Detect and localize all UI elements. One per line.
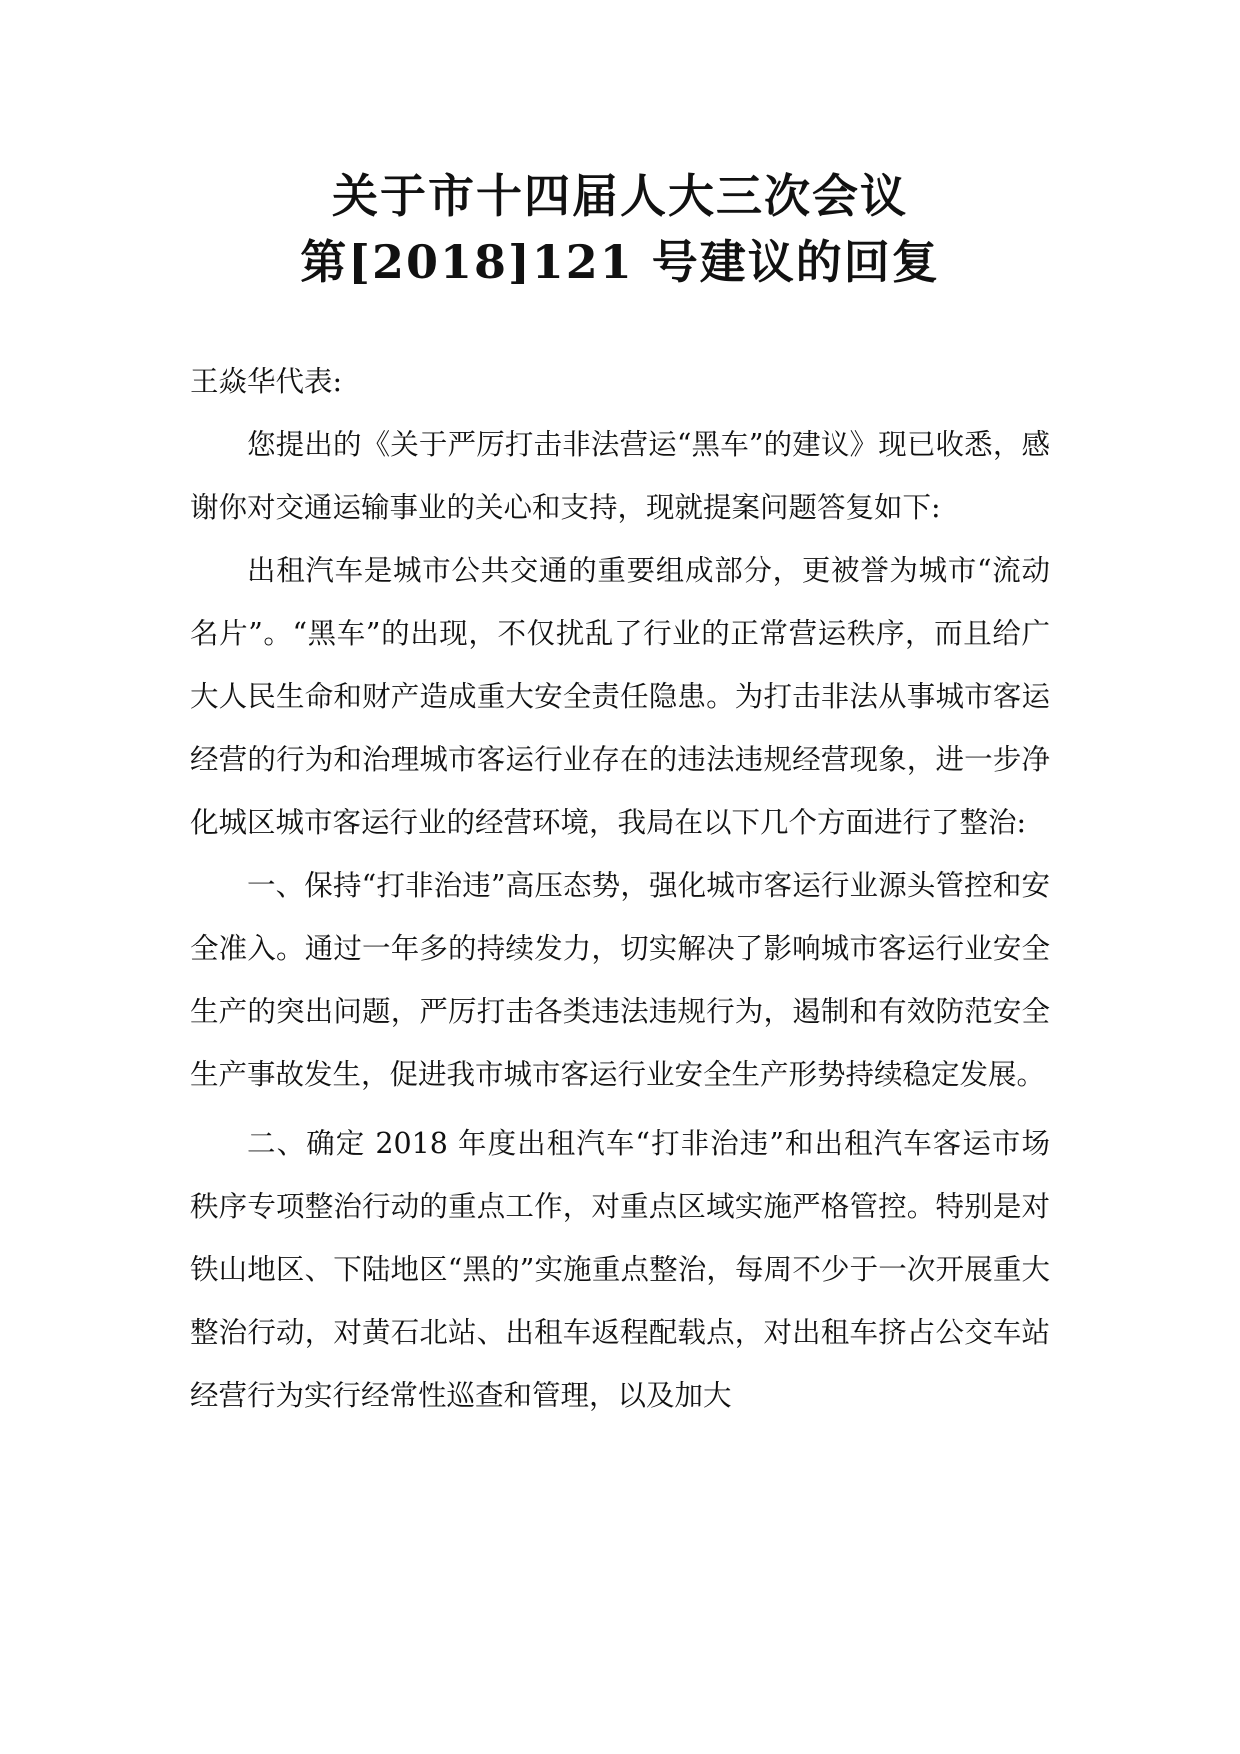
paragraph-background: 出租汽车是城市公共交通的重要组成部分，更被誉为城市“流动名片”。“黑车”的出现，不仅扰乱了行业的正常营运秩序，而且给广大人民生命和财产造成重大安全责任隐患。为打击非法从事城市客运经营的行为和治理城市客运行业存在的违法违规经营现象，进一步净化城区城市客运行业的经营环境，我局在以下几个方面进行了整治:	[190, 554, 1050, 839]
document-title-line-2: 第[2018]121 号建议的回复	[300, 235, 940, 289]
paragraph-measure-two: 二、确定 2018 年度出租汽车“打非治违”和出租汽车客运市场秩序专项整治行动的重点工作，对重点区域实施严格管控。特别是对铁山地区、下陆地区“黑的”实施重点整治，每周不少于一次开展重大整治行动，对黄石北站、出租车返程配载点，对出租车挤占公交车站经营行为实行经常性巡查和管理，以及加大	[190, 1127, 1050, 1412]
paragraph-acknowledgement: 您提出的《关于严厉打击非法营运“黑车”的建议》现已收悉，感谢你对交通运输事业的关心和支持，现就提案问题答复如下:	[190, 428, 1050, 524]
salutation: 王焱华代表:	[190, 365, 343, 398]
paragraph-measure-one: 一、保持“打非治违”高压态势，强化城市客运行业源头管控和安全准入。通过一年多的持续发力，切实解决了影响城市客运行业安全生产的突出问题，严厉打击各类违法违规行为，遏制和有效防范安全生产事故发生，促进我市城市客运行业安全生产形势持续稳定发展。	[190, 869, 1050, 1091]
document-title-line-1: 关于市十四届人大三次会议	[332, 169, 908, 223]
document-body	[190, 413, 1050, 1427]
